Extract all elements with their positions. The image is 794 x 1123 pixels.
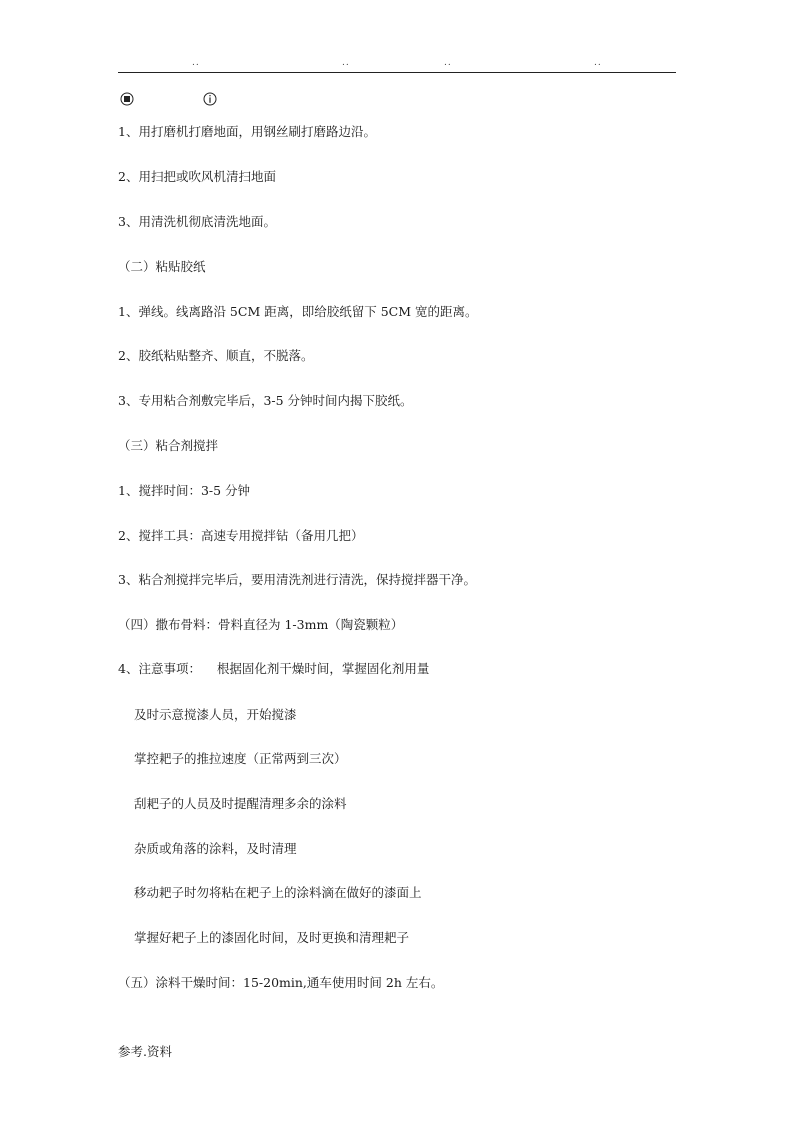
section-heading: （四）撒布骨料：骨料直径为 1-3mm（陶瓷颗粒）: [118, 617, 404, 632]
text-line: 4、注意事项： 根据固化剂干燥时间，掌握固化剂用量: [118, 661, 430, 676]
footer-text: 参考.资料: [118, 1044, 172, 1059]
header-mark-4: ..: [594, 58, 602, 68]
text-line: 1、弹线。线离路沿 5CM 距离，即给胶纸留下 5CM 宽的距离。: [118, 304, 478, 319]
text-line: 3、专用粘合剂敷完毕后，3-5 分钟时间内揭下胶纸。: [118, 393, 413, 408]
record-icon: [120, 92, 134, 106]
note-line: 刮耙子的人员及时提醒清理多余的涂料: [134, 796, 347, 811]
text-line: 2、搅拌工具：高速专用搅拌钻（备用几把）: [118, 528, 364, 543]
header-rule: [118, 72, 676, 73]
header-mark-2: ..: [342, 58, 350, 68]
info-icon: [203, 92, 217, 106]
note-line: 掌控耙子的推拉速度（正常两到三次）: [134, 751, 347, 766]
note-line: 掌握好耙子上的漆固化时间，及时更换和清理耙子: [134, 930, 410, 945]
header-mark-1: ..: [192, 58, 200, 68]
section-heading: （二）粘贴胶纸: [118, 259, 206, 274]
section-heading: （三）粘合剂搅拌: [118, 438, 219, 453]
text-line: 3、用清洗机彻底清洗地面。: [118, 214, 276, 229]
text-line: 2、用扫把或吹风机清扫地面: [118, 169, 276, 184]
header-mark-3: ..: [444, 58, 452, 68]
text-line: 3、粘合剂搅拌完毕后，要用清洗剂进行清洗，保持搅拌器干净。: [118, 572, 476, 587]
note-line: 杂质或角落的涂料，及时清理: [134, 841, 297, 856]
note-line: 移动耙子时勿将粘在耙子上的涂料滴在做好的漆面上: [134, 885, 422, 900]
text-line: 1、搅拌时间：3-5 分钟: [118, 483, 251, 498]
note-line: 及时示意搅漆人员，开始搅漆: [134, 707, 297, 722]
text-line: 1、用打磨机打磨地面，用钢丝刷打磨路边沿。: [118, 124, 376, 139]
section-heading: （五）涂料干燥时间：15-20min,通车使用时间 2h 左右。: [118, 975, 444, 990]
text-line: 2、胶纸粘贴整齐、顺直，不脱落。: [118, 348, 314, 363]
